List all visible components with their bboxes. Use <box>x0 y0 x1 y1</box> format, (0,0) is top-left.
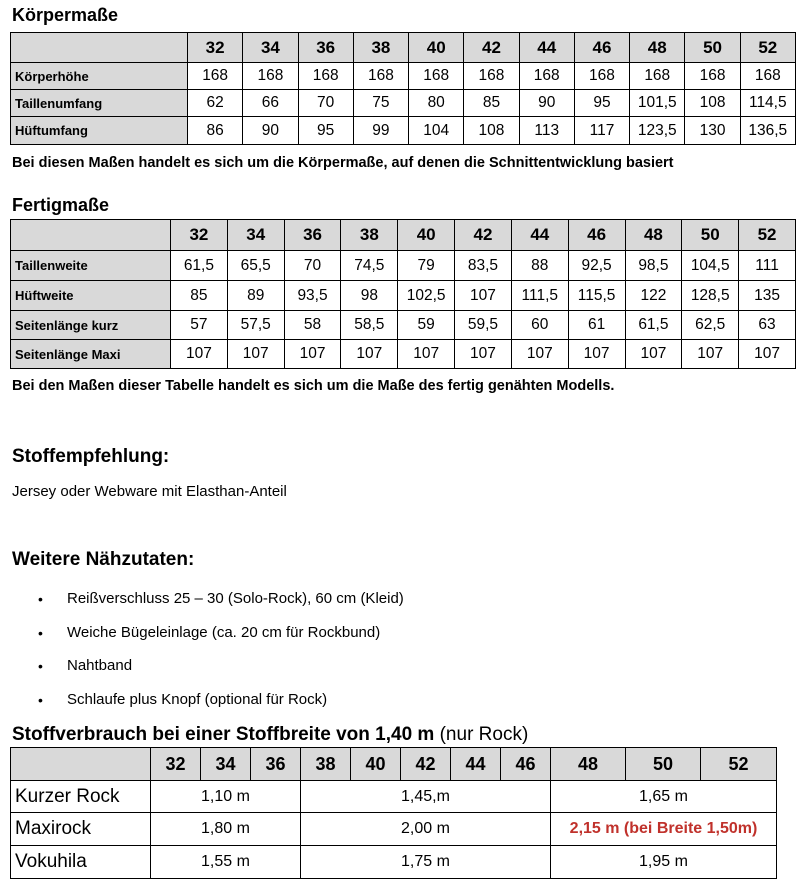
table-cell: 1,45,m <box>301 781 551 813</box>
table-cell: 107 <box>625 340 682 369</box>
size-header: 32 <box>151 748 201 781</box>
table-cell: 61 <box>568 311 625 340</box>
list-item <box>38 589 538 623</box>
stoffverbrauch-title <box>12 724 528 746</box>
size-header: 32 <box>171 220 228 251</box>
table-cell: 168 <box>574 63 629 90</box>
table-cell: 107 <box>511 340 568 369</box>
table-cell: 136,5 <box>740 117 795 145</box>
row-label: Vokuhila <box>11 846 151 879</box>
table-cell: 1,95 m <box>551 846 777 879</box>
size-header: 40 <box>351 748 401 781</box>
table-cell: 2,00 m <box>301 813 551 846</box>
table-cell: 128,5 <box>682 281 739 311</box>
fertigmasse-note: Bei den Maßen dieser Tabelle handelt es sich um die Maße des fertig genähten Modells. <box>12 378 615 394</box>
size-header: 42 <box>455 220 512 251</box>
size-header: 52 <box>739 220 796 251</box>
table-cell: 66 <box>243 90 298 117</box>
table-cell: 90 <box>243 117 298 145</box>
table-cell: 1,75 m <box>301 846 551 879</box>
table-cell: 107 <box>455 340 512 369</box>
fertigmasse-table <box>10 219 796 369</box>
table-cell: 104 <box>409 117 464 145</box>
size-header: 38 <box>353 33 408 63</box>
fertigmasse-header-row <box>11 220 796 251</box>
table-cell: 113 <box>519 117 574 145</box>
size-header: 46 <box>501 748 551 781</box>
row-label: Taillenumfang <box>11 90 188 117</box>
size-header: 46 <box>574 33 629 63</box>
list-item <box>38 623 538 657</box>
stoffverbrauch-subtitle: (nur Rock) <box>439 724 529 745</box>
table-cell: 95 <box>298 117 353 145</box>
table-cell: 168 <box>685 63 740 90</box>
header-corner <box>11 748 151 781</box>
list-item-text: Reißverschluss 25 – 30 (Solo-Rock), 60 cm (Kleid) <box>67 590 404 607</box>
stoffverbrauch-table <box>10 747 777 879</box>
naehzutaten-title: Weitere Nähzutaten: <box>12 549 195 570</box>
highlight-cell: 2,15 m (bei Breite 1,50m) <box>551 813 777 846</box>
row-label: Hüftweite <box>11 281 171 311</box>
size-header: 44 <box>511 220 568 251</box>
row-label: Kurzer Rock <box>11 781 151 813</box>
table-cell: 107 <box>341 340 398 369</box>
table-cell: 61,5 <box>625 311 682 340</box>
list-item-text: Nahtband <box>67 657 133 674</box>
size-header: 50 <box>685 33 740 63</box>
table-cell: 168 <box>243 63 298 90</box>
size-header: 50 <box>626 748 701 781</box>
table-cell: 86 <box>188 117 243 145</box>
table-cell: 101,5 <box>630 90 685 117</box>
list-item <box>38 656 538 690</box>
stoffempfehlung-text: Jersey oder Webware mit Elasthan-Anteil <box>12 483 287 500</box>
table-cell: 102,5 <box>398 281 455 311</box>
table-cell: 168 <box>188 63 243 90</box>
table-cell: 98 <box>341 281 398 311</box>
table-cell: 108 <box>464 117 519 145</box>
table-row <box>11 813 777 846</box>
table-cell: 111,5 <box>511 281 568 311</box>
koerpermasse-note: Bei diesen Maßen handelt es sich um die Körpermaße, auf denen die Schnittentwicklung basiert <box>12 155 674 171</box>
table-cell: 111 <box>739 251 796 281</box>
size-header: 34 <box>201 748 251 781</box>
table-cell: 1,10 m <box>151 781 301 813</box>
table-cell: 107 <box>398 340 455 369</box>
row-label: Seitenlänge kurz <box>11 311 171 340</box>
table-cell: 135 <box>739 281 796 311</box>
table-cell: 89 <box>227 281 284 311</box>
size-header: 34 <box>243 33 298 63</box>
table-cell: 62,5 <box>682 311 739 340</box>
table-cell: 1,55 m <box>151 846 301 879</box>
table-cell: 107 <box>739 340 796 369</box>
bullet-icon: • <box>38 591 43 607</box>
table-cell: 168 <box>464 63 519 90</box>
size-header: 48 <box>551 748 626 781</box>
header-corner <box>11 33 188 63</box>
size-header: 48 <box>625 220 682 251</box>
table-row <box>11 311 796 340</box>
size-header: 40 <box>398 220 455 251</box>
table-cell: 70 <box>298 90 353 117</box>
table-cell: 107 <box>171 340 228 369</box>
table-cell: 62 <box>188 90 243 117</box>
table-cell: 60 <box>511 311 568 340</box>
bullet-icon: • <box>38 658 43 674</box>
size-header: 40 <box>409 33 464 63</box>
table-cell: 93,5 <box>284 281 341 311</box>
size-header: 52 <box>740 33 795 63</box>
table-cell: 168 <box>630 63 685 90</box>
size-header: 42 <box>464 33 519 63</box>
size-header: 42 <box>401 748 451 781</box>
table-cell: 59 <box>398 311 455 340</box>
naehzutaten-list <box>38 589 538 723</box>
table-cell: 92,5 <box>568 251 625 281</box>
table-cell: 130 <box>685 117 740 145</box>
table-cell: 99 <box>353 117 408 145</box>
header-corner <box>11 220 171 251</box>
list-item-text: Schlaufe plus Knopf (optional für Rock) <box>67 690 328 708</box>
size-header: 44 <box>451 748 501 781</box>
table-cell: 58,5 <box>341 311 398 340</box>
table-cell: 85 <box>171 281 228 311</box>
size-header: 38 <box>301 748 351 781</box>
table-cell: 90 <box>519 90 574 117</box>
table-cell: 123,5 <box>630 117 685 145</box>
table-cell: 168 <box>298 63 353 90</box>
table-cell: 61,5 <box>171 251 228 281</box>
size-header: 38 <box>341 220 398 251</box>
koerpermasse-title: Körpermaße <box>12 5 119 25</box>
table-cell: 57,5 <box>227 311 284 340</box>
row-label: Körperhöhe <box>11 63 188 90</box>
table-cell: 168 <box>353 63 408 90</box>
table-row <box>11 251 796 281</box>
table-cell: 98,5 <box>625 251 682 281</box>
table-cell: 107 <box>227 340 284 369</box>
table-cell: 122 <box>625 281 682 311</box>
size-header: 48 <box>630 33 685 63</box>
row-label: Maxirock <box>11 813 151 846</box>
table-cell: 115,5 <box>568 281 625 311</box>
table-cell: 74,5 <box>341 251 398 281</box>
table-cell: 1,65 m <box>551 781 777 813</box>
size-header: 34 <box>227 220 284 251</box>
table-cell: 107 <box>455 281 512 311</box>
koerpermasse-header-row <box>11 33 796 63</box>
table-cell: 108 <box>685 90 740 117</box>
size-header: 44 <box>519 33 574 63</box>
table-cell: 168 <box>519 63 574 90</box>
table-cell: 59,5 <box>455 311 512 340</box>
table-cell: 65,5 <box>227 251 284 281</box>
table-cell: 107 <box>284 340 341 369</box>
row-label: Taillenweite <box>11 251 171 281</box>
table-row <box>11 281 796 311</box>
size-header: 46 <box>568 220 625 251</box>
table-cell: 80 <box>409 90 464 117</box>
table-cell: 88 <box>511 251 568 281</box>
table-cell: 117 <box>574 117 629 145</box>
bullet-icon: • <box>38 624 43 641</box>
row-label: Hüftumfang <box>11 117 188 145</box>
list-item-text: Weiche Bügeleinlage (ca. 20 cm für Rockbund) <box>67 623 381 641</box>
table-cell: 79 <box>398 251 455 281</box>
table-row <box>11 117 796 145</box>
table-cell: 58 <box>284 311 341 340</box>
table-cell: 107 <box>682 340 739 369</box>
size-header: 52 <box>701 748 777 781</box>
table-row <box>11 781 777 813</box>
table-cell: 168 <box>409 63 464 90</box>
list-item <box>38 690 538 724</box>
table-cell: 70 <box>284 251 341 281</box>
stoffverbrauch-header-row <box>11 748 777 781</box>
table-cell: 75 <box>353 90 408 117</box>
table-row <box>11 63 796 90</box>
table-cell: 63 <box>739 311 796 340</box>
table-cell: 107 <box>568 340 625 369</box>
table-cell: 57 <box>171 311 228 340</box>
table-cell: 85 <box>464 90 519 117</box>
stoffempfehlung-title: Stoffempfehlung: <box>12 446 170 467</box>
table-cell: 95 <box>574 90 629 117</box>
table-row <box>11 340 796 369</box>
table-cell: 114,5 <box>740 90 795 117</box>
size-header: 36 <box>284 220 341 251</box>
size-header: 36 <box>251 748 301 781</box>
table-cell: 168 <box>740 63 795 90</box>
size-header: 32 <box>188 33 243 63</box>
size-header: 36 <box>298 33 353 63</box>
stoffverbrauch-title-text: Stoffverbrauch bei einer Stoffbreite von 1,40 m <box>12 724 435 745</box>
row-label: Seitenlänge Maxi <box>11 340 171 369</box>
bullet-icon: • <box>38 691 43 708</box>
table-cell: 1,80 m <box>151 813 301 846</box>
table-row <box>11 846 777 879</box>
table-row <box>11 90 796 117</box>
koerpermasse-table <box>10 32 796 145</box>
size-header: 50 <box>682 220 739 251</box>
table-cell: 104,5 <box>682 251 739 281</box>
table-cell: 83,5 <box>455 251 512 281</box>
fertigmasse-title: Fertigmaße <box>12 195 110 215</box>
